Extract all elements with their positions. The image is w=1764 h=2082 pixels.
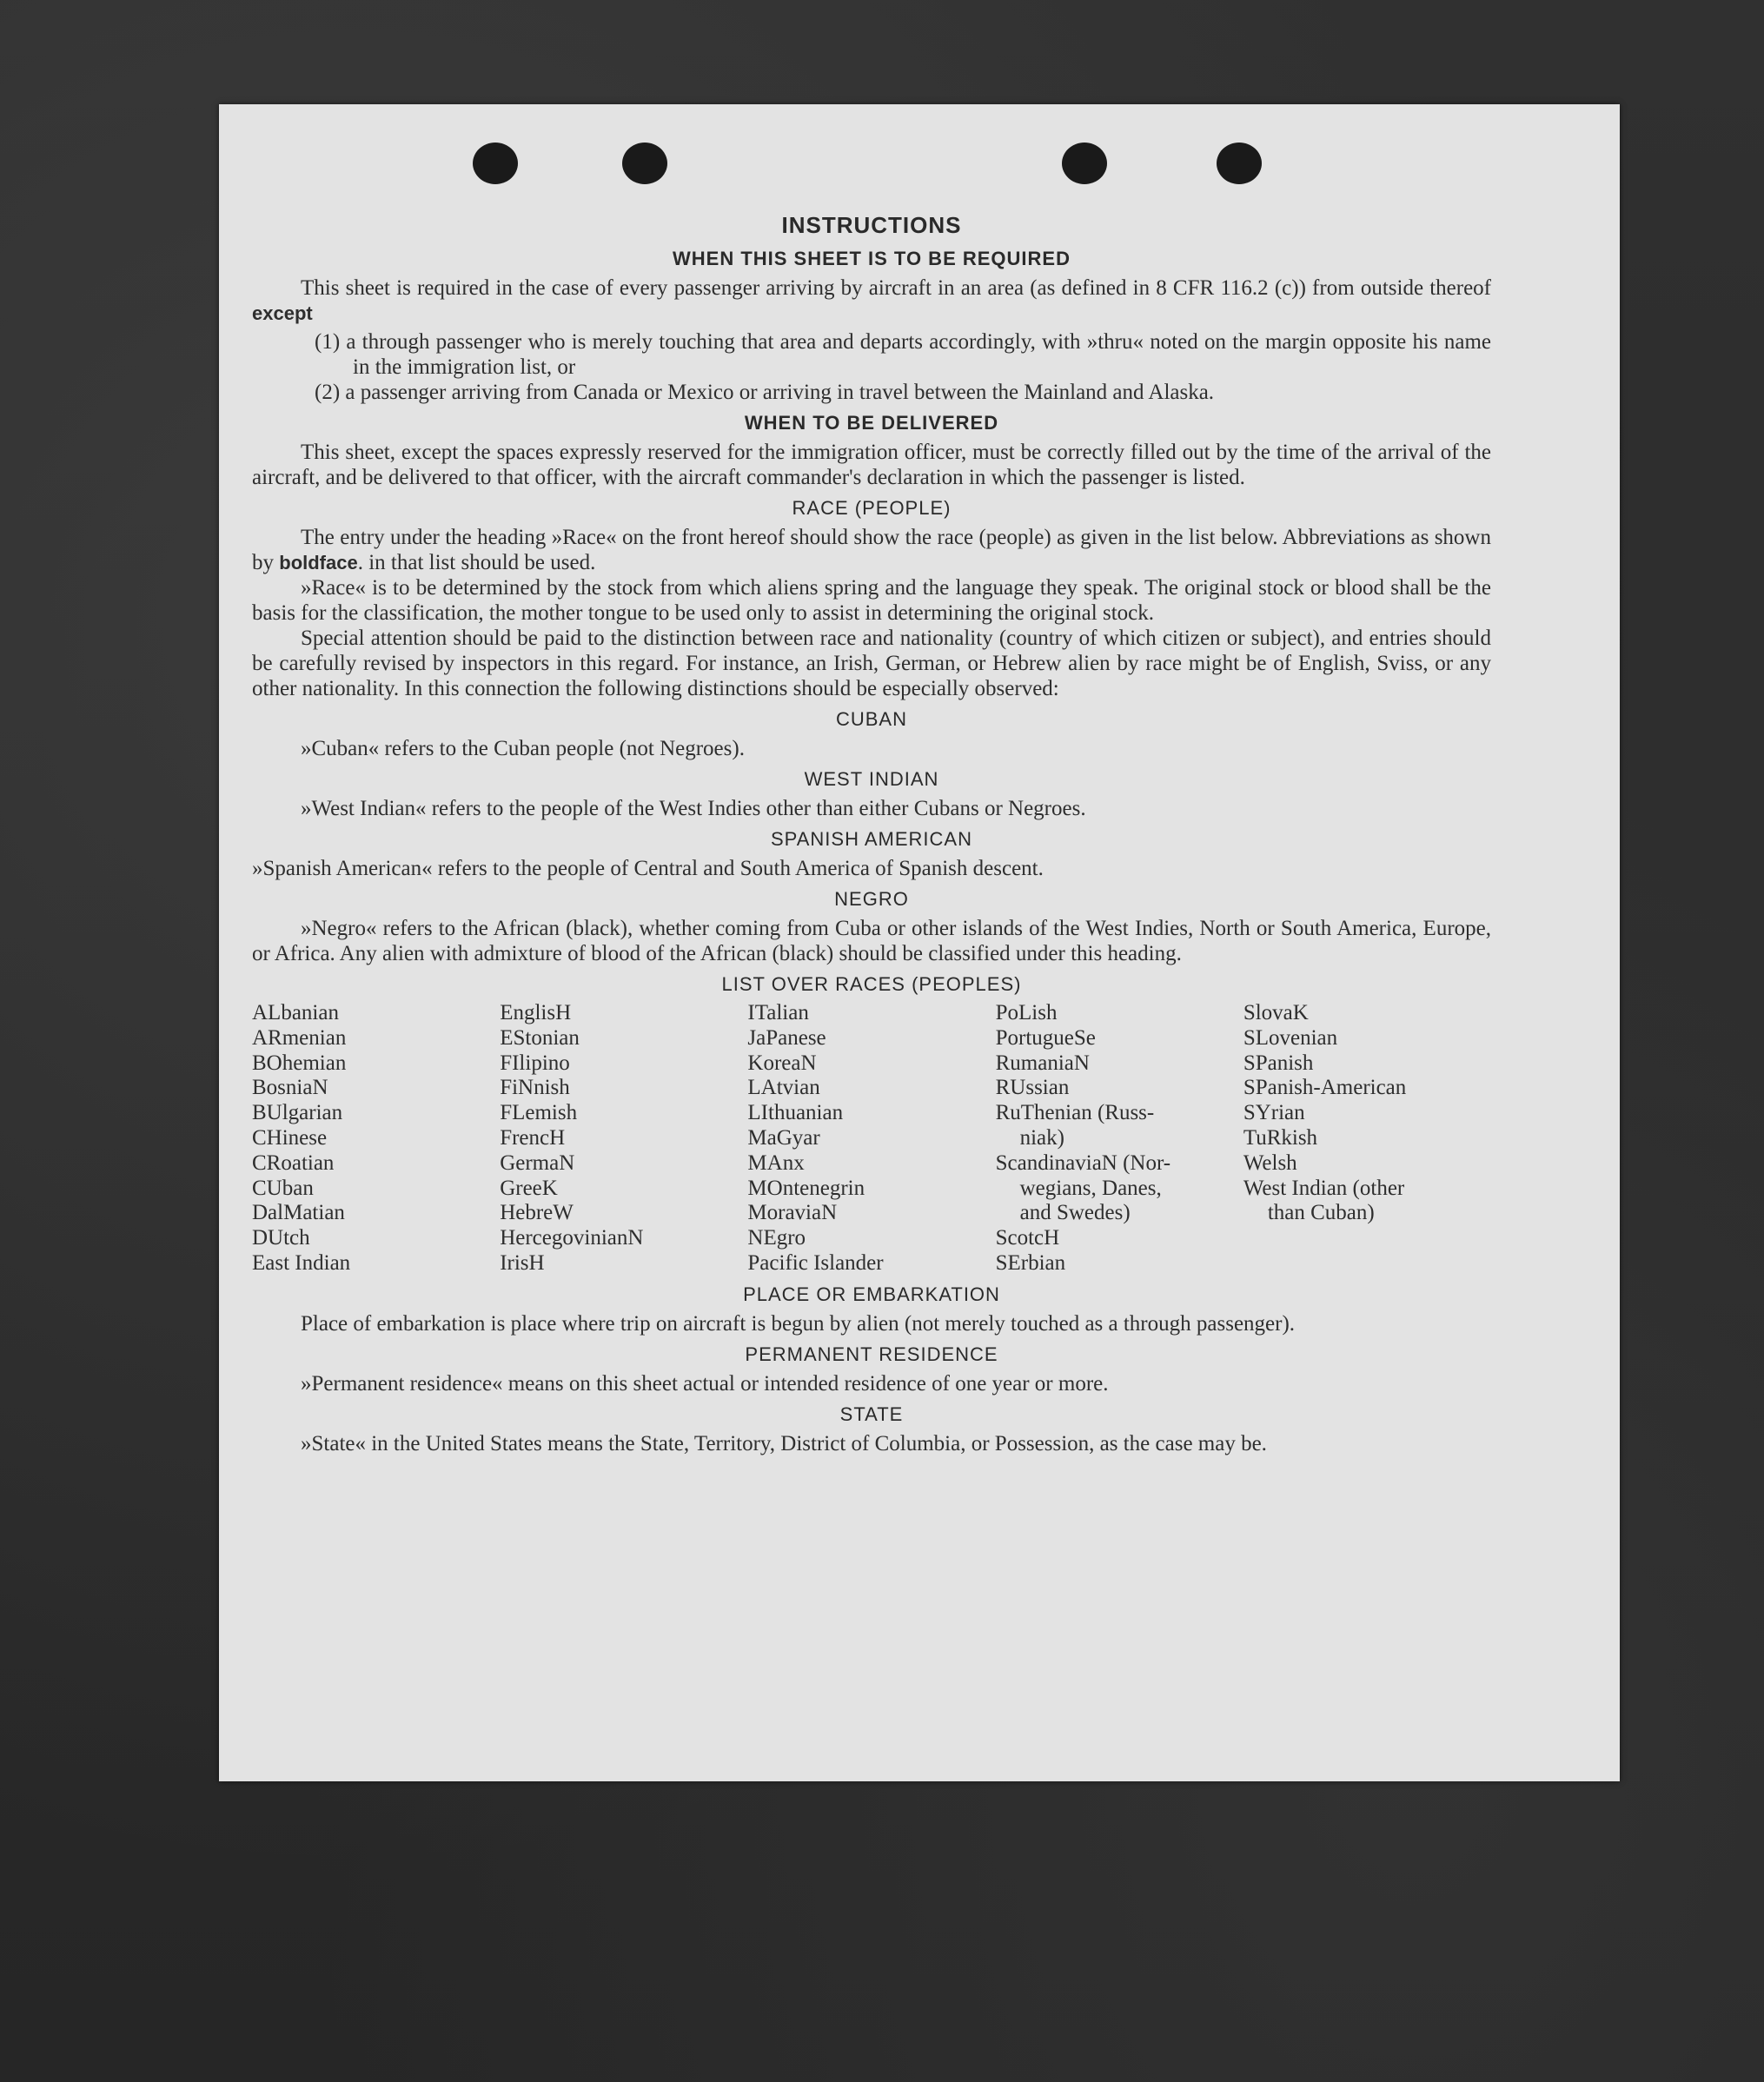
race-item: MoraviaN (747, 1201, 838, 1225)
list-item: (2) a passenger arriving from Canada or Mexico or arriving in travel between the Mainland and Alaska. (315, 381, 1215, 404)
race-item: BUlgarian (252, 1101, 343, 1125)
paragraph: This sheet is required in the case of every passenger arriving by aircraft in an area (as defined in 8 CFR 116.2 (c)) from outside thereof except (252, 276, 1491, 324)
race-item: SYrian (1243, 1101, 1305, 1125)
section-heading: WEST INDIAN (804, 768, 939, 790)
race-item: ALbanian (252, 1001, 339, 1024)
race-item: KoreaN (747, 1051, 817, 1075)
race-item: BosniaN (252, 1076, 328, 1100)
race-item: GermaN (500, 1150, 575, 1175)
race-item: IrisH (500, 1250, 545, 1275)
race-item: SlovaK (1243, 1001, 1309, 1024)
race-item: EStonian (500, 1025, 580, 1050)
race-item: CUban (252, 1176, 314, 1200)
race-item: West Indian (other (1243, 1176, 1405, 1200)
paragraph: »Negro« refers to the African (black), whether coming from Cuba or other islands of the West Indies, North or South America, Europe, or Africa. Any alien with admixture of blood of the African (black) should be classified under this heading. (252, 917, 1491, 965)
paragraph: »Permanent residence« means on this sheet actual or intended residence of one year or more. (301, 1371, 1109, 1396)
paragraph: The entry under the heading »Race« on the front hereof should show the race (people) as given in the list below. Abbreviations as shown by boldface. in that list should be used. (252, 526, 1491, 574)
section-heading: RACE (PEOPLE) (792, 497, 952, 519)
paragraph: »State« in the United States means the State, Territory, District of Columbia, or Possession, as the case may be. (301, 1431, 1267, 1455)
race-item: FiNnish (500, 1076, 570, 1100)
race-item: wegians, Danes, (1019, 1176, 1162, 1200)
race-list (252, 1001, 1491, 1276)
race-item: GreeK (500, 1176, 558, 1200)
section-heading: PERMANENT RESIDENCE (745, 1343, 998, 1365)
race-item: SErbian (995, 1250, 1066, 1275)
section-heading: STATE (839, 1402, 904, 1425)
race-item: MAnx (747, 1150, 805, 1175)
race-item: CHinese (252, 1125, 328, 1150)
race-column (252, 1001, 500, 1276)
race-item: niak) (1019, 1125, 1064, 1150)
race-item: FIlipino (500, 1051, 570, 1075)
race-column (996, 1001, 1243, 1276)
punch-hole (473, 143, 518, 184)
race-item: Welsh (1243, 1150, 1297, 1175)
race-item: SPanish (1243, 1051, 1314, 1075)
race-item: ARmenian (252, 1025, 347, 1050)
race-item: EnglisH (500, 1001, 572, 1024)
section-heading: WHEN THIS SHEET IS TO BE REQUIRED (673, 248, 1071, 269)
race-item: than Cuban) (1267, 1201, 1375, 1225)
race-item: NEgro (747, 1226, 806, 1250)
race-item: and Swedes) (1019, 1201, 1131, 1225)
race-column (747, 1001, 995, 1276)
race-item: SLovenian (1243, 1025, 1338, 1050)
race-item: JaPanese (747, 1025, 826, 1050)
document-page (219, 104, 1620, 1781)
race-item: RumaniaN (995, 1051, 1090, 1075)
race-item: ITalian (747, 1001, 809, 1024)
race-item: HercegovinianN (500, 1226, 644, 1250)
list-item: (1) a through passenger who is merely touching that area and departs accordingly, with »thru« noted on the margin opposite his name in the immigration list, or (315, 330, 1491, 379)
race-item: FLemish (500, 1101, 578, 1125)
section-heading: WHEN TO BE DELIVERED (744, 412, 999, 434)
paragraph: Special attention should be paid to the distinction between race and nationality (country of which citizen or subject), and entries should be carefully revised by inspectors in this regard. For instance, an Irish, German, or Hebrew alien by race might be of English, Sviss, or any other nationality. In this connection the following distinctions should be especially observed: (252, 627, 1491, 700)
instructions-body (252, 205, 1491, 1456)
section-heading: LIST OVER RACES (PEOPLES) (721, 973, 1022, 995)
race-item: PortugueSe (995, 1025, 1096, 1050)
race-item: FrencH (500, 1125, 566, 1150)
race-item: DUtch (252, 1226, 310, 1250)
race-item: Pacific Islander (747, 1250, 884, 1275)
race-item: SPanish-American (1243, 1076, 1407, 1100)
race-item: ScotcH (995, 1226, 1060, 1250)
race-item: PoLish (995, 1001, 1058, 1024)
punch-hole (1217, 143, 1262, 184)
race-item: RUssian (995, 1076, 1070, 1100)
race-item: CRoatian (252, 1150, 335, 1175)
paragraph: »Cuban« refers to the Cuban people (not Negroes). (301, 737, 745, 760)
section-heading: PLACE OR EMBARKATION (743, 1283, 1000, 1305)
race-item: ScandinaviaN (Nor- (995, 1150, 1171, 1175)
race-item: East Indian (252, 1250, 351, 1275)
page-title: INSTRUCTIONS (781, 212, 962, 238)
paragraph: This sheet, except the spaces expressly reserved for the immigration officer, must be correctly filled out by the time of the arrival of the aircraft, and be delivered to that officer, with the aircraft commander's declaration in which the passenger is listed. (252, 441, 1491, 489)
section-heading: NEGRO (834, 888, 909, 910)
paragraph: »Spanish American« refers to the people of Central and South America of Spanish descent. (252, 857, 1044, 880)
race-item: MOntenegrin (747, 1176, 865, 1200)
race-item: DalMatian (252, 1201, 345, 1225)
race-item: BOhemian (252, 1051, 347, 1075)
race-column (500, 1001, 747, 1276)
race-item: TuRkish (1243, 1125, 1318, 1150)
section-heading: SPANISH AMERICAN (771, 828, 972, 850)
paragraph: Place of embarkation is place where trip on aircraft is begun by alien (not merely touched as a through passenger). (301, 1311, 1296, 1336)
race-item: HebreW (500, 1201, 574, 1225)
race-item: RuThenian (Russ- (995, 1101, 1155, 1125)
paragraph: »West Indian« refers to the people of the West Indies other than either Cubans or Negroes. (301, 797, 1086, 820)
punch-hole (1062, 143, 1107, 184)
race-item: MaGyar (747, 1125, 820, 1150)
race-item: LAtvian (747, 1076, 820, 1100)
section-heading: CUBAN (835, 708, 907, 730)
race-item: LIthuanian (747, 1101, 844, 1125)
paragraph: »Race« is to be determined by the stock from which aliens spring and the language they speak. The original stock or blood shall be the basis for the classification, the mother tongue to be used only to assist in determining the original stock. (252, 576, 1491, 625)
punch-hole (622, 143, 667, 184)
race-column (1243, 1001, 1491, 1276)
